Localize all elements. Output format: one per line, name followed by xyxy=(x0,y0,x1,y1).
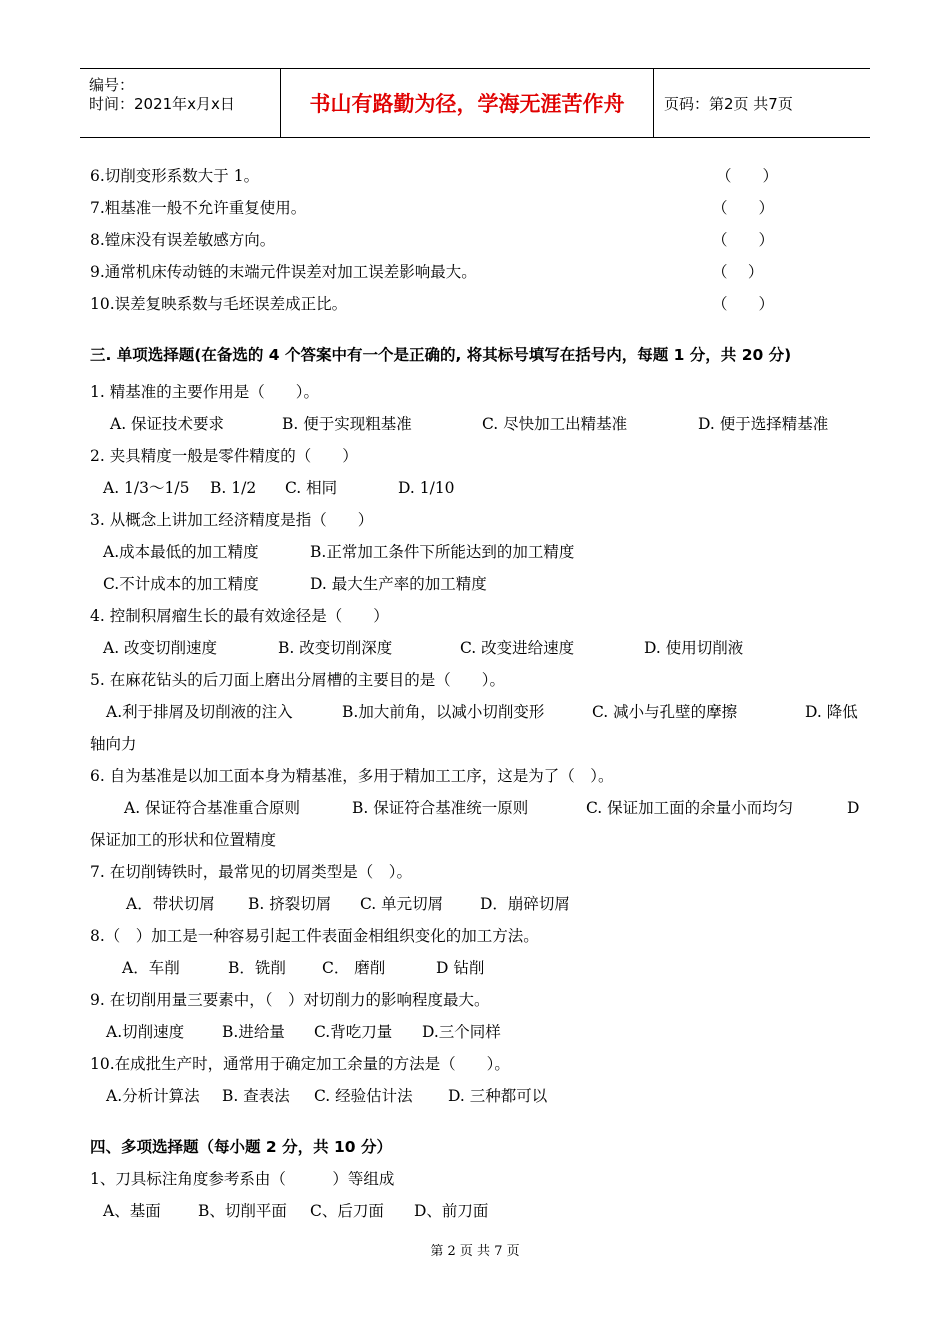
tf-paren-9: （ ） xyxy=(712,263,764,281)
q3-option-b: B.正常加工条件下所能达到的加工精度 xyxy=(310,543,575,561)
motto: 书山有路勤为径，学海无涯苦作舟 xyxy=(281,69,654,137)
tf-paren-10: （ ） xyxy=(712,295,775,313)
q5: 5. 在麻花钻头的后刀面上磨出分屑槽的主要目的是（ ）。 xyxy=(90,671,505,689)
mq1-option-a: A、基面 xyxy=(103,1202,161,1220)
q8-option-c: C． 磨削 xyxy=(322,959,386,977)
q1-option-c: C. 尽快加工出精基准 xyxy=(482,415,628,433)
q1-option-a: A. 保证技术要求 xyxy=(110,415,225,433)
tf-item-10: 10.误差复映系数与毛坯误差成正比。 xyxy=(90,295,348,313)
q10-option-a: A.分析计算法 xyxy=(106,1087,200,1105)
q9-option-d: D.三个同样 xyxy=(422,1023,501,1041)
page-label: 页码：第2页 共7页 xyxy=(664,94,793,113)
q9-option-b: B.进给量 xyxy=(222,1023,285,1041)
q7: 7. 在切削铸铁时，最常见的切屑类型是（ ）。 xyxy=(90,863,412,881)
q4-option-d: D. 使用切削液 xyxy=(644,639,744,657)
page-footer: 第 2 页 共 7 页 xyxy=(430,1244,520,1259)
q3-option-a: A.成本最低的加工精度 xyxy=(103,543,259,561)
page-header xyxy=(80,68,870,138)
header-info-cell xyxy=(80,69,281,137)
number-label: 编号： xyxy=(89,76,135,94)
q7-option-b: B. 挤裂切屑 xyxy=(248,895,332,913)
q5-continuation: 轴向力 xyxy=(90,735,137,753)
q2-option-c: C. 相同 xyxy=(285,479,338,497)
q10-option-d: D. 三种都可以 xyxy=(448,1087,548,1105)
q7-option-c: C. 单元切屑 xyxy=(360,895,444,913)
mq1-option-c: C、后刀面 xyxy=(310,1202,384,1220)
q3: 3. 从概念上讲加工经济精度是指（ ） xyxy=(90,511,374,529)
q6-option-b: B. 保证符合基准统一原则 xyxy=(352,799,529,817)
q2-option-a: A. 1/3～1/5 xyxy=(103,479,190,497)
q8-option-d: D 钻削 xyxy=(436,959,485,977)
q7-option-d: D．崩碎切屑 xyxy=(480,895,570,913)
q4-option-c: C. 改变进给速度 xyxy=(460,639,575,657)
q4: 4. 控制积屑瘤生长的最有效途径是（ ） xyxy=(90,607,389,625)
q10-option-b: B. 查表法 xyxy=(222,1087,290,1105)
q6-option-a: A. 保证符合基准重合原则 xyxy=(124,799,301,817)
tf-item-7: 7.粗基准一般不允许重复使用。 xyxy=(90,199,307,217)
q7-option-a: A．带状切屑 xyxy=(126,895,215,913)
q5-option-c: C. 减小与孔壁的摩擦 xyxy=(592,703,738,721)
q9-option-a: A.切削速度 xyxy=(106,1023,185,1041)
q6-option-c: C. 保证加工面的余量小而均匀 xyxy=(586,799,794,817)
mq1-option-b: B、切削平面 xyxy=(198,1202,287,1220)
q6: 6. 自为基准是以加工面本身为精基准，多用于精加工工序，这是为了（ ）。 xyxy=(90,767,614,785)
section3-title: 三. 单项选择题(在备选的 4 个答案中有一个是正确的, 将其标号填写在括号内，每题 1 分，共 20 分) xyxy=(90,346,792,364)
mq1-option-d: D、前刀面 xyxy=(414,1202,489,1220)
q10: 10.在成批生产时，通常用于确定加工余量的方法是（ ）。 xyxy=(90,1055,510,1073)
q2: 2. 夹具精度一般是零件精度的（ ） xyxy=(90,447,358,465)
q1-option-d: D. 便于选择精基准 xyxy=(698,415,829,433)
q1: 1. 精基准的主要作用是（ ）。 xyxy=(90,383,319,401)
q4-option-a: A. 改变切削速度 xyxy=(103,639,218,657)
q5-option-d: D. 降低 xyxy=(805,703,858,721)
q2-option-d: D. 1/10 xyxy=(398,479,455,497)
q8-option-b: B．铣削 xyxy=(228,959,286,977)
q4-option-b: B. 改变切削深度 xyxy=(278,639,393,657)
q5-option-b: B.加大前角，以减小切削变形 xyxy=(342,703,545,721)
q3-option-d: D. 最大生产率的加工精度 xyxy=(310,575,487,593)
q6-continuation: 保证加工的形状和位置精度 xyxy=(90,831,277,849)
tf-item-8: 8.镗床没有误差敏感方向。 xyxy=(90,231,276,249)
q8-option-a: A．车削 xyxy=(122,959,180,977)
q8: 8.（ ）加工是一种容易引起工件表面金相组织变化的加工方法。 xyxy=(90,927,539,945)
q1-option-b: B. 便于实现粗基准 xyxy=(282,415,412,433)
mq1: 1、刀具标注角度参考系由（ ）等组成 xyxy=(90,1170,395,1188)
tf-item-6: 6.切削变形系数大于 1。 xyxy=(90,167,260,185)
tf-paren-6: （ ） xyxy=(716,167,779,185)
q9: 9. 在切削用量三要素中，（ ）对切削力的影响程度最大。 xyxy=(90,991,490,1009)
q3-option-c: C.不计成本的加工精度 xyxy=(103,575,259,593)
tf-paren-7: （ ） xyxy=(712,199,775,217)
time-label: 时间：2021年x月x日 xyxy=(89,95,235,113)
tf-paren-8: （ ） xyxy=(712,231,775,249)
q6-option-d: D xyxy=(847,799,860,817)
tf-item-9: 9.通常机床传动链的末端元件误差对加工误差影响最大。 xyxy=(90,263,477,281)
q2-option-b: B. 1/2 xyxy=(210,479,257,497)
q5-option-a: A.利于排屑及切削液的注入 xyxy=(106,703,293,721)
q10-option-c: C. 经验估计法 xyxy=(314,1087,413,1105)
q9-option-c: C.背吃刀量 xyxy=(314,1023,393,1041)
section4-title: 四、多项选择题（每小题 2 分，共 10 分） xyxy=(90,1138,392,1156)
